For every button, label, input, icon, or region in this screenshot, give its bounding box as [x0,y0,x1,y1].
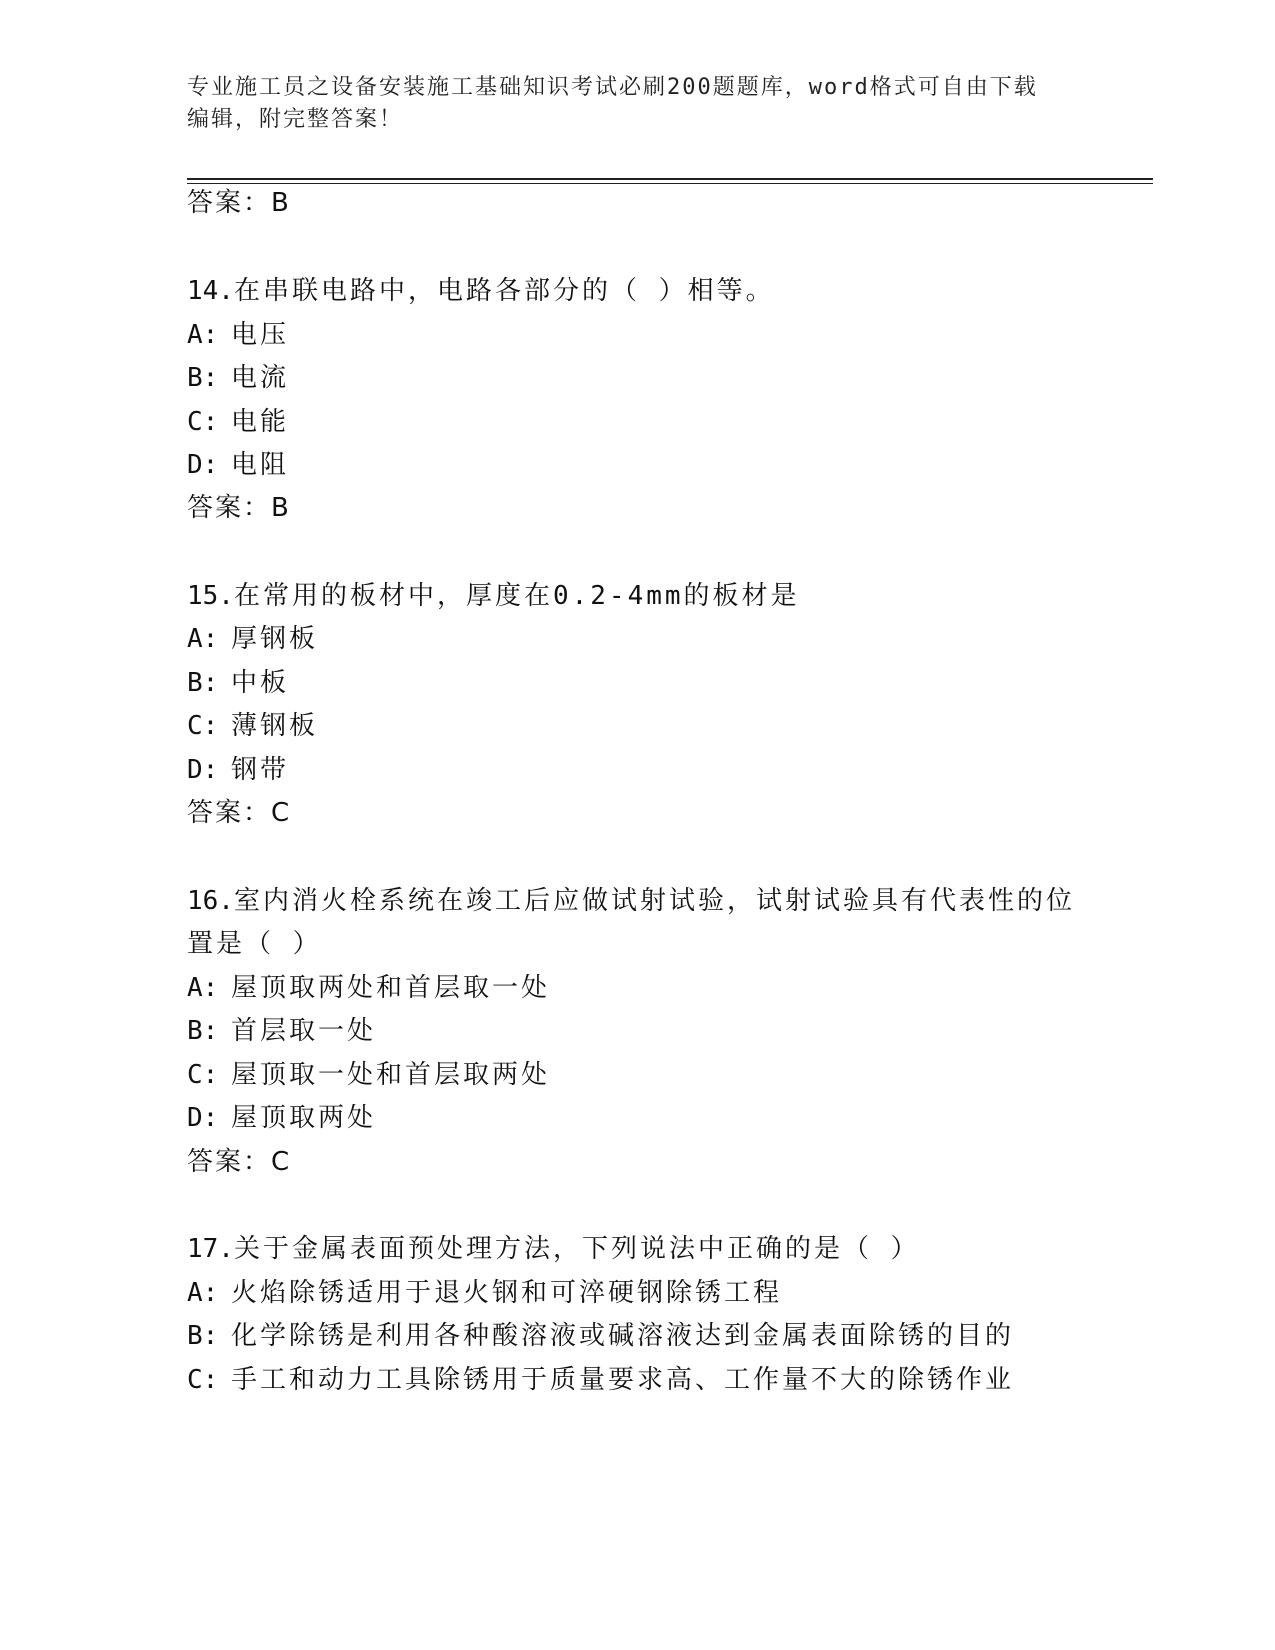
option-text: 化学除锈是利用各种酸溶液或碱溶液达到金属表面除锈的目的 [231,1321,1015,1351]
option-text: 屋顶取两处 [231,1103,377,1133]
option-letter: D: [187,755,219,785]
option-letter: A: [187,320,219,350]
option-text: 中板 [231,668,290,698]
header-rule-thick [187,178,1153,180]
question-number: 15. [187,581,234,611]
question-text: 在常用的板材中，厚度在0.2-4mm的板材是 [233,581,800,611]
option-c [187,1363,1014,1397]
question-text: 室内消火栓系统在竣工后应做试射试验，试射试验具有代表性的位 [233,886,1075,916]
option-letter: C: [187,711,219,741]
option-text: 首层取一处 [231,1016,377,1046]
previous-answer: 答案：B [187,188,291,218]
option-letter: A: [187,624,219,654]
option-a [187,971,550,1005]
option-d [187,448,289,482]
option-a [187,622,318,656]
option-letter: B: [187,1016,219,1046]
option-d [187,1101,376,1135]
header-line-2: 编辑，附完整答案！ [187,107,404,132]
option-letter: C: [187,407,219,437]
option-d [187,753,289,787]
question-number: 14. [187,276,234,306]
option-text: 电压 [231,320,290,350]
option-c [187,405,289,439]
option-letter: C: [187,1365,219,1395]
option-text: 屋顶取两处和首层取一处 [231,973,551,1003]
option-b [187,666,289,700]
question-17 [187,1232,920,1266]
option-text: 屋顶取一处和首层取两处 [231,1060,551,1090]
option-text: 手工和动力工具除锈用于质量要求高、工作量不大的除锈作业 [231,1365,1015,1395]
option-letter: A: [187,973,219,1003]
answer-14: 答案：B [187,493,291,523]
question-14 [187,274,775,308]
option-text: 电流 [231,363,290,393]
option-b [187,361,289,395]
option-c [187,709,318,743]
question-15 [187,579,800,613]
option-text: 薄钢板 [231,711,319,741]
option-letter: D: [187,1103,219,1133]
option-b [187,1014,376,1048]
option-letter: C: [187,1060,219,1090]
answer-16: 答案：C [187,1147,292,1177]
option-letter: D: [187,450,219,480]
option-letter: A: [187,1278,219,1308]
option-text: 钢带 [231,755,290,785]
answer-15: 答案：C [187,798,292,828]
question-number: 16. [187,886,234,916]
question-number: 17. [187,1234,234,1264]
option-b [187,1319,1014,1353]
question-text: 关于金属表面预处理方法，下列说法中正确的是（ ） [233,1234,920,1264]
option-text: 火焰除锈适用于退火钢和可淬硬钢除锈工程 [231,1278,783,1308]
document-header [187,72,1087,136]
question-16-continued: 置是（ ） [187,929,322,959]
option-text: 厚钢板 [231,624,319,654]
question-16 [187,884,1075,918]
header-rule-thin [187,183,1153,184]
option-a [187,1276,782,1310]
option-letter: B: [187,1321,219,1351]
option-letter: B: [187,363,219,393]
question-text: 在串联电路中，电路各部分的（ ）相等。 [233,276,775,306]
option-letter: B: [187,668,219,698]
option-text: 电阻 [231,450,290,480]
option-c [187,1058,550,1092]
header-line-1: 专业施工员之设备安装施工基础知识考试必刷200题题库，word格式可自由下载 [187,75,1038,100]
option-text: 电能 [231,407,290,437]
option-a [187,318,289,352]
